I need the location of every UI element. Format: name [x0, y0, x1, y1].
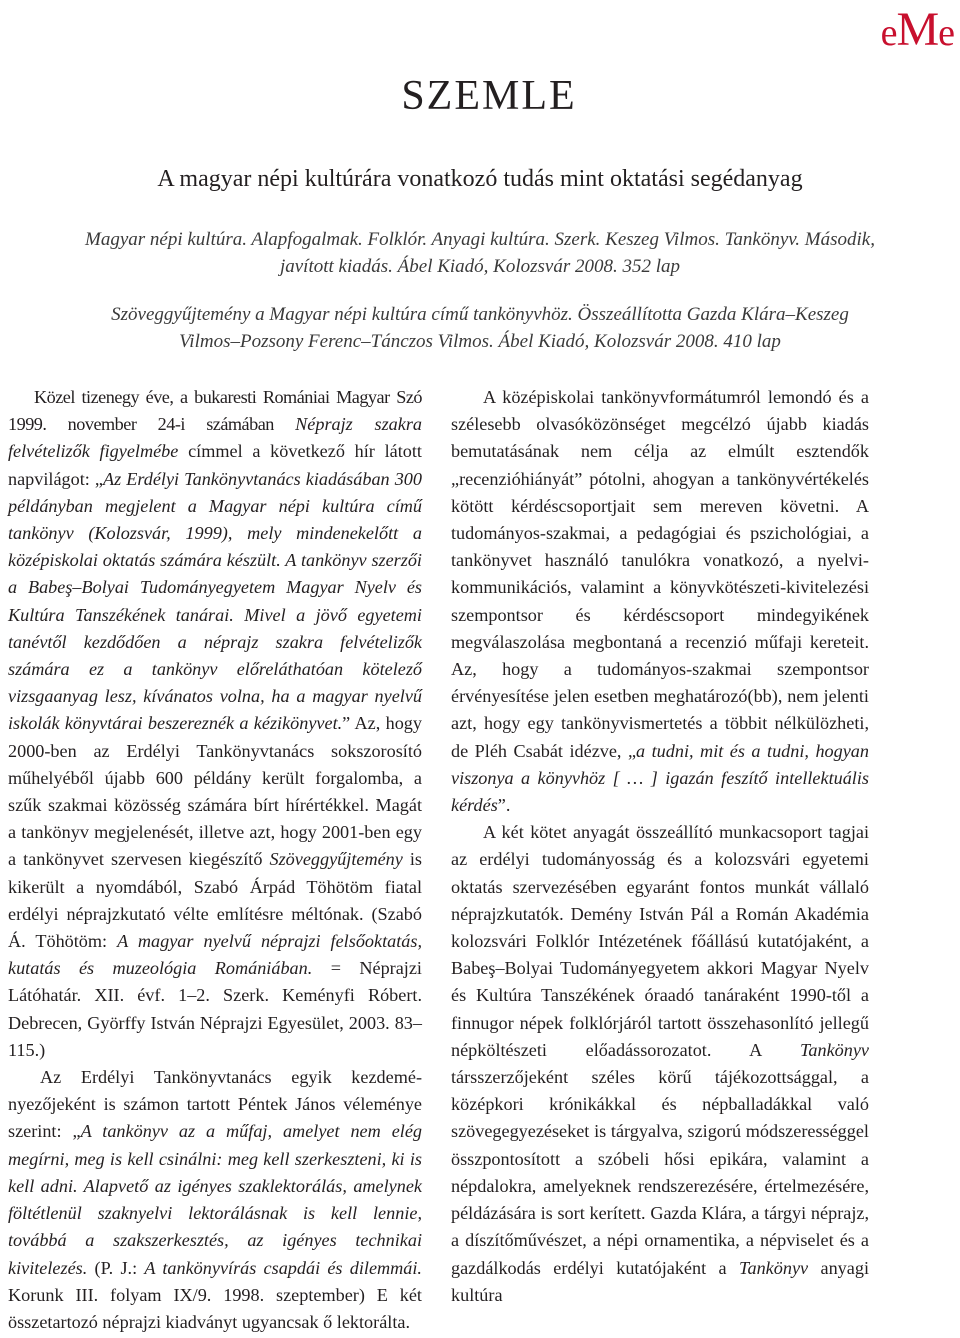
rp2-text2: társszerzőjeként széles körű tájékozottsággal, a középkori krónikákkal és népballadákkal való szövegegyezéseket is tárgyalva, szigorú módszerességgel összpontosított a szóbeli hősi epikára, valamint a népdalokra, amelyeknek rendszerezésére, értelmezésére, példázására is sort kerített. Gazda Klára, a tárgyi néprajz, a díszítőművészet, a népi ornamentika, a népviselet és a gazdálkodás erdélyi kutatójaként a: [451, 1067, 869, 1278]
lp1-text4: is kikerült a nyomdából, Szabó Árpád Töhötöm fiatal erdélyi néprajzkutató vélte említésre méltónak. (Szabó Á. Töhötöm:: [8, 849, 423, 952]
rp1-text1: A középiskolai tankönyvformátumról lemondó és a szélesebb olvasóközönséget megcélzó újabb kiadás bemutatásának nem célja az elmúlt esztendők „recenzióhiányát” pótolni, ahogyan a tankönyvértékelés kötött kérdéscsoportjait sem mereven követni. A tudományos-szakmai, a pedagógiai és pszichológiai, a tankönyvet használó tanulókra vonatkozó, a nyelvi-kommunikációs, valamint a könyvkötészeti-kivitelezési szempontsor és kérdéscsoport mindegyikének megválaszolása megbontaná a recenzió műfaji kereteit. Az, hogy a tudományos-szakmai szempontsor érvényesítése jelen esetben meghatározó(bb), nem jelenti azt, hogy egy tankönyvismertetés a többit nélkülözheti, de Pléh Csabát idézve, „: [451, 387, 869, 761]
bib1-line2: javított kiadás. Ábel Kiadó, Kolozsvár 2008. 352 lap: [279, 256, 681, 277]
bibliography-entry-1: [0, 226, 960, 280]
rp1-italic1: a tudni, mit és a tudni, hogyan viszonya a könyvhöz [ … ] igazán feszítő intellektuális kérdés: [451, 740, 869, 816]
lp1-text1: Közel tizenegy éve, a bukaresti Romániai Magyar Szó 1999. november 24-i számában: [8, 387, 422, 435]
lp1-text3: ” Az, hogy 2000-ben az Erdélyi Tankönyvtanács sokszorosító műhelyéből újabb 600 példány került forgalomba, a szűk szakmai közösség számára bírt hírértékkel. Magát a tankönyv megjelenését, illetve azt, hogy 2001-ben egy a tankönyvet szervesen kiegészítő: [8, 713, 422, 870]
lp1-italic4: A magyar nyelvű néprajzi felsőoktatás, kutatás és muzeológia Romániában.: [8, 931, 422, 979]
bib1-line1: Magyar népi kultúra. Alapfogalmak. Folklór. Anyagi kultúra. Szerk. Keszeg Vilmos. Tankönyv. Második,: [85, 229, 875, 250]
logo-e2: e: [938, 12, 954, 54]
bib2-line1: Szöveggyűjtemény a Magyar népi kultúra című tankönyvhöz. Összeállította Gazda Klára–Keszeg: [111, 304, 849, 325]
logo-e1: e: [880, 12, 897, 54]
lp1-text2: címmel a következő hír látott napvilágot: „: [8, 441, 422, 489]
lp1-italic1: Néprajz szakra felvételizők figyelmébe: [8, 414, 422, 462]
lp2-italic2: A tankönyvírás csapdái és dilemmái.: [144, 1257, 422, 1278]
lp2-text2: (P. J.:: [87, 1257, 145, 1278]
right-paragraph-2: [451, 819, 869, 1309]
lp1-italic2: Az Erdélyi Tankönyvtanács kiadásában 300 példányban megjelent a Magyar népi kultúra című tankönyv (Kolozsvár, 1999), mely mindenekelőtt a középiskolai oktatás számára készült. A tankönyv szerzői a Babeş–Bolyai Tudományegyetem Magyar Nyelv és Kultúra Tanszékének tanárai. Mivel a jövő egyetemi tanévtől kezdődően a néprajz szakra felvételizők számára ez a tankönyv előreláthatóan kötelező vizsgaanyag lesz, kívánatos volna, ha a magyar nyelvű iskolák könyvtárai beszereznék a kézikönyvet.: [8, 468, 422, 734]
lp1-text5: = Néprajzi Látóhatár. XII. évf. 1–2. Szerk. Keményfi Róbert. Debrecen, Györffy István Néprajzi Egyesület, 2003. 83–115.): [8, 958, 422, 1060]
right-paragraph-1: [451, 384, 869, 819]
lp2-text1: Az Erdélyi Tankönyvtanács egyik kezdeményezőjeként is számon tartott Péntek János véleménye szerint: „: [8, 1067, 422, 1142]
bibliography-entry-2: [0, 301, 960, 355]
rp2-text3: anyagi kultúra: [451, 1257, 869, 1305]
section-title: SZEMLE: [401, 73, 577, 119]
left-paragraph-1: [8, 384, 422, 1064]
rp2-italic2: Tankönyv: [739, 1257, 809, 1278]
rp2-text1: A két kötet anyagát összeállító munkacsoport tagjai az erdélyi tudományosság és a kolozsvári egyetemi oktatás szervezésében egyaránt fontos munkát vállaló néprajzkutatók. Demény István Pál a Román Akadémia kolozsvári Folklór Intézetének főállású kutatójaként, a Babeş–Bolyai Tudományegyetem akkori Magyar Nyelv és Kultúra Tanszékének óraadó tanáraként 1990-től a finnugor népek folklórjáról tartott összehasonlító jellegű népköltészeti előadássorozatot. A: [451, 822, 869, 1060]
rp1-text2: ”.: [497, 795, 511, 816]
lp2-text3: Korunk III. folyam IX/9. 1998. szeptember) E két összetartozó néprajzi kiadványt ugyancsak ő lektorálta.: [8, 1284, 422, 1332]
journal-logo: [881, 2, 954, 57]
lp2-italic1: A tankönyv az a műfaj, amelyet nem elég megírni, meg is kell csinálni: meg kell szerkeszteni, ki is kell adni. Alapvető az igényes szaklektorálás, amelynek föltétlenül szaknyelvi lektorálásnak is kell lennie, továbbá a szakszerkesztés, az igényes technikai kivitelezés.: [8, 1121, 423, 1278]
logo-m: M: [896, 3, 939, 56]
left-column: [8, 384, 422, 1336]
lp1-italic3: Szöveggyűjtemény: [269, 849, 403, 870]
bib2-line2: Vilmos–Pozsony Ferenc–Tánczos Vilmos. Ábel Kiadó, Kolozsvár 2008. 410 lap: [179, 331, 781, 352]
rp2-italic1: Tankönyv: [799, 1039, 869, 1060]
right-column: [451, 384, 869, 1309]
review-title: A magyar népi kultúrára vonatkozó tudás mint oktatási segédanyag: [157, 166, 803, 192]
left-paragraph-2: [8, 1064, 422, 1336]
